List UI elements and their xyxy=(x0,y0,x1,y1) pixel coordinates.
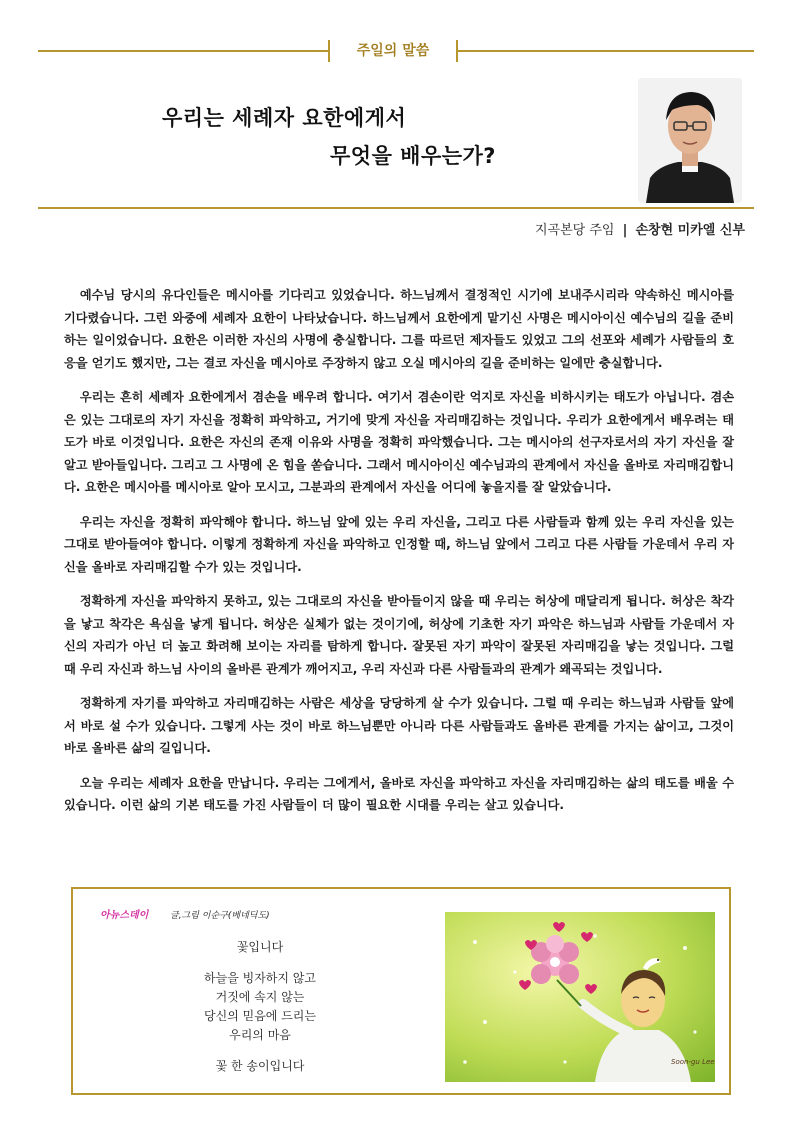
poem-line: 당신의 믿음에 드리는 xyxy=(204,1009,316,1023)
brand-logo: 아뉴스데이 xyxy=(100,910,149,921)
title-rule xyxy=(38,207,754,209)
byline-author: 손창현 미카엘 신부 xyxy=(635,223,745,238)
illustration-signature: Soon-gu Lee xyxy=(671,1058,715,1066)
poem-line: 우리의 마음 xyxy=(229,1028,291,1042)
poem-title: 꽃입니다 xyxy=(236,940,284,954)
poem-line: 하늘을 빙자하지 않고 xyxy=(204,971,316,985)
poem-line: 거짓에 속지 않는 xyxy=(215,990,305,1004)
paragraph: 정확하게 자기를 파악하고 자리매김하는 사람은 세상을 당당하게 살 수가 있습니다. 그럴 때 우리는 하느님과 사람들 앞에서 바로 설 수가 있습니다. 그렇게 사는 것이 바로 하느님뿐만 아니라 다른 사람들과도 올바른 관계를 가지는 삶이고, 그것이 바로 올바른 삶의 길입니다. xyxy=(64,696,734,755)
article-title-line1: 우리는 세례자 요한에게서 xyxy=(162,106,407,130)
header-rule-right xyxy=(458,50,754,52)
byline xyxy=(535,219,745,238)
article-title-line2: 무엇을 배우는가? xyxy=(330,144,496,168)
author-portrait xyxy=(638,78,742,203)
article-body xyxy=(64,284,734,829)
header-rule-left xyxy=(38,50,328,52)
poem-illustration xyxy=(445,912,715,1082)
byline-separator: | xyxy=(622,223,628,238)
byline-parish: 지곡본당 주임 xyxy=(534,223,615,238)
section-label: 주일의 말씀 xyxy=(356,43,430,59)
paragraph: 예수님 당시의 유다인들은 메시아를 기다리고 있었습니다. 하느님께서 결정적인 시기에 보내주시리라 약속하신 메시아를 기다렸습니다. 그런 와중에 세례자 요한이 나타났습니다. 하느님께서 요한에게 맡기신 사명은 메시아이신 예수님의 길을 준비하는 일이었습니다. 요한은 이러한 자신의 사명에 충실합니다. 그를 따르던 제자들도 있었고 그의 선포와 세례가 사람들의 호응을 얻기도 했지만, 그는 결코 자신을 메시아로 주장하지 않고 오실 메시아의 길을 준비하는 일에만 충실합니다. xyxy=(64,288,734,370)
portrait-illustration xyxy=(638,78,742,203)
poem-last-line: 꽃 한 송이입니다 xyxy=(215,1059,305,1073)
paragraph: 오늘 우리는 세례자 요한을 만납니다. 우리는 그에게서, 올바로 자신을 파악하고 자신을 자리매김하는 삶의 태도를 배울 수 있습니다. 이런 삶의 기본 태도를 가진 사람들이 더 많이 필요한 시대를 우리는 살고 있습니다. xyxy=(64,775,734,812)
paragraph: 우리는 흔히 세례자 요한에게서 겸손을 배우려 합니다. 여기서 겸손이란 억지로 자신을 비하시키는 태도가 아닙니다. 겸손은 있는 그대로의 자기 자신을 정확히 파악하고, 거기에 맞게 자신을 자리매김하는 것입니다. 우리가 요한에게서 배우려는 태도가 바로 이것입니다. 요한은 자신의 존재 이유와 사명을 정확히 파악했습니다. 그는 메시아의 선구자로서의 자기 자신을 잘 알고 받아들입니다. 그리고 그 사명에 온 힘을 쏟습니다. 그래서 메시아이신 예수님과의 관계에서 자신을 올바로 자리매김합니다. 요한은 메시아를 메시아로 알아 모시고, 그분과의 관계에서 자신을 어디에 놓을지를 잘 알았습니다. xyxy=(64,390,734,494)
paragraph: 정확하게 자신을 파악하지 못하고, 있는 그대로의 자신을 받아들이지 않을 때 우리는 허상에 매달리게 됩니다. 허상은 착각을 낳고 착각은 욕심을 낳게 됩니다. 허상은 실체가 없는 것이기에, 허상에 기초한 자기 파악은 하느님과 사람들 가운데서 자신의 자리가 아닌 더 높고 화려해 보이는 자리를 탐하게 합니다. 잘못된 자기 파악이 잘못된 자리매김을 낳는 것입니다. 그럴 때 우리 자신과 하느님 사이의 올바른 관계가 깨어지고, 우리 자신과 다른 사람들과의 관계가 왜곡되는 것입니다. xyxy=(64,594,734,676)
poem xyxy=(160,938,360,1076)
illustration-svg xyxy=(445,912,715,1082)
header-rule-tick-left xyxy=(328,40,330,62)
paragraph: 우리는 자신을 정확히 파악해야 합니다. 하느님 앞에 있는 우리 자신을, 그리고 다른 사람들과 함께 있는 우리 자신을 있는 그대로 받아들여야 합니다. 이렇게 정확하게 자신을 파악하고 인정할 때, 하느님 앞에서 그리고 다른 사람들 가운데서 우리 자신을 올바로 자리매김할 수가 있는 것입니다. xyxy=(64,514,734,574)
poem-credit: 글,그림 이순구(베네딕도) xyxy=(170,911,270,921)
